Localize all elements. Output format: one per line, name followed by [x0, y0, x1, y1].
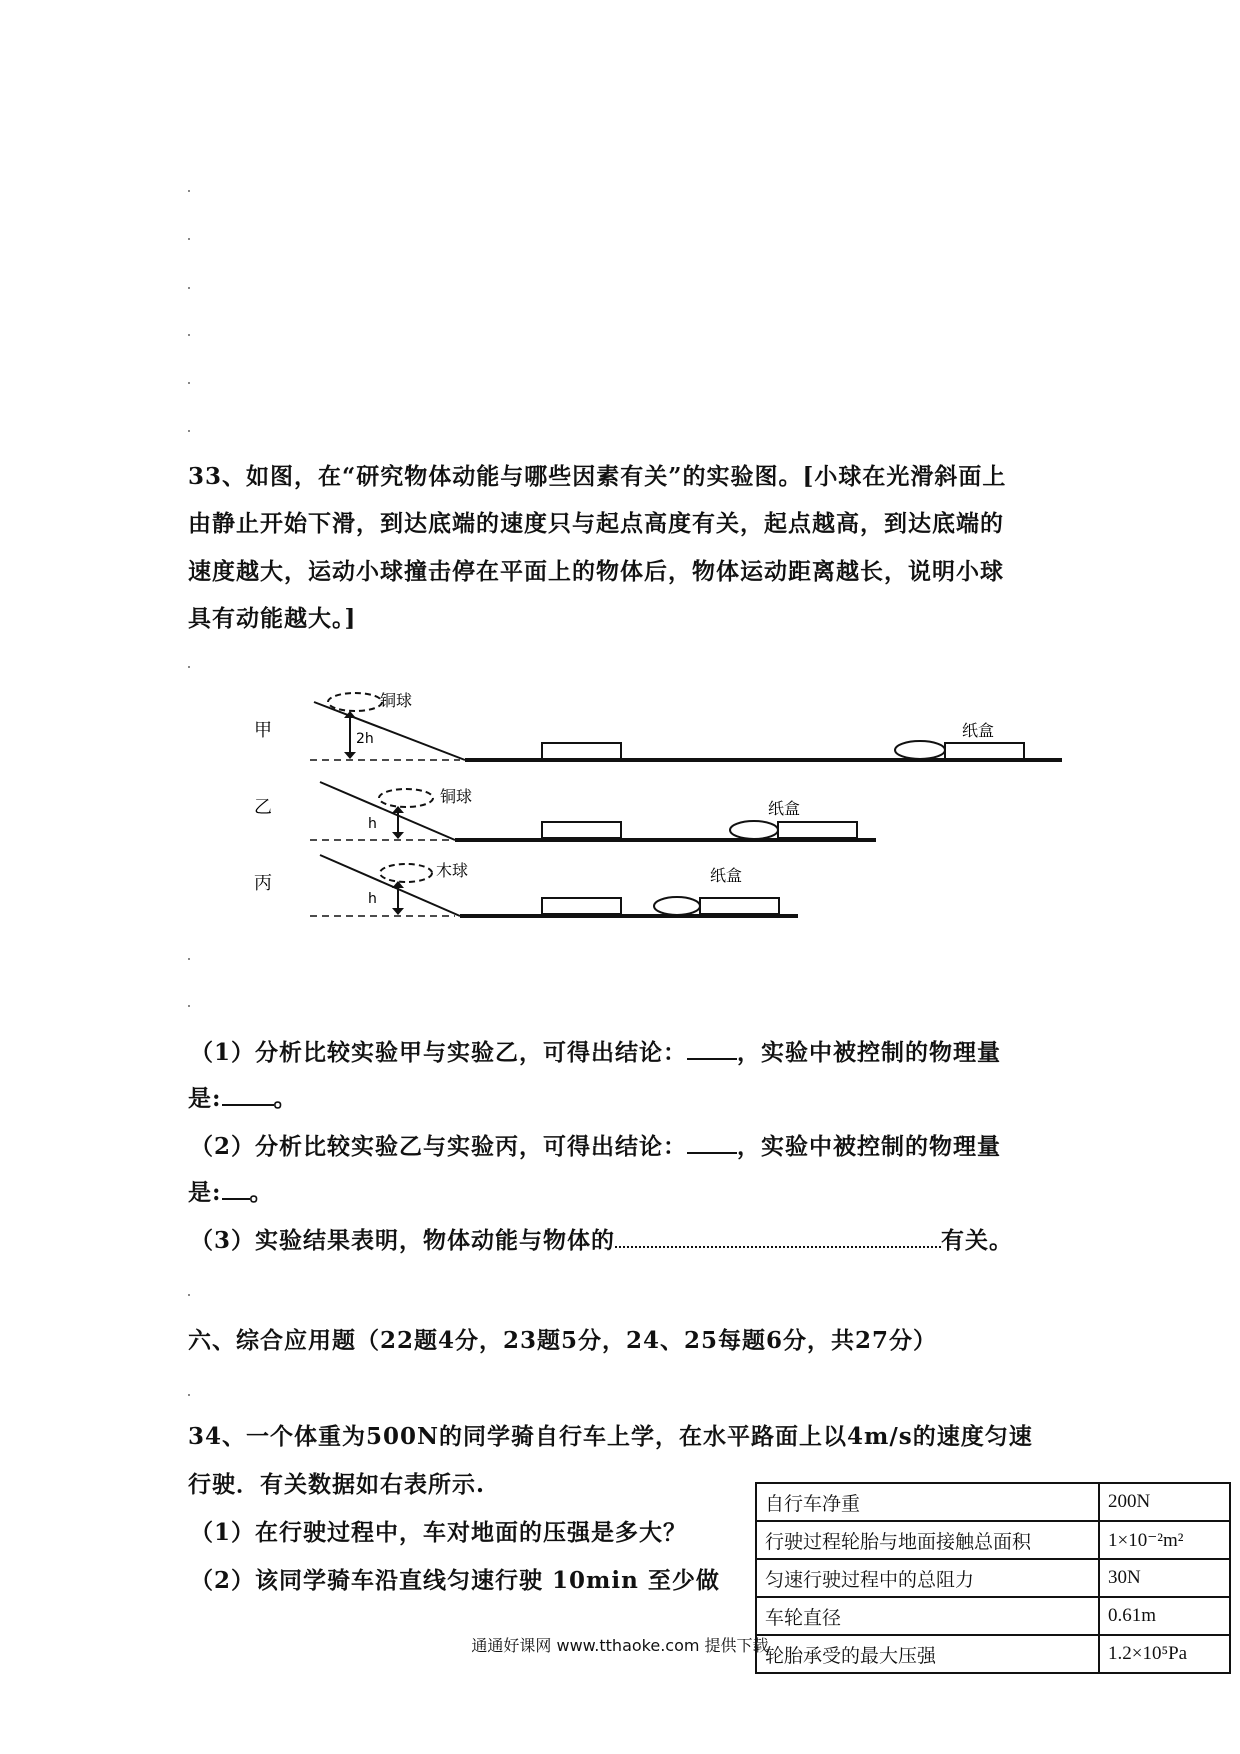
answer-blank-2b[interactable]	[222, 1178, 250, 1200]
ball-label-jia: 铜球	[380, 691, 413, 710]
copper-ball-start-yi	[379, 789, 433, 807]
q33-sub2-tail: 是:	[188, 1179, 222, 1206]
table-key: 行驶过程轮胎与地面接触总面积	[756, 1521, 1099, 1559]
q33-sub1-line-2	[188, 1080, 298, 1113]
q33-sub3-line	[190, 1222, 1013, 1255]
q33-sub2-prompt: （2）分析比较实验乙与实验丙，可得出结论：	[190, 1133, 688, 1160]
q33-sub3-prompt: （3）实验结果表明，物体动能与物体的	[190, 1227, 616, 1254]
row-label-yi: 乙	[254, 797, 272, 818]
margin-dot	[188, 1294, 190, 1296]
margin-dot	[188, 382, 190, 384]
table-key: 车轮直径	[756, 1597, 1099, 1635]
q33-sub3-tail: 有关。	[941, 1227, 1014, 1254]
wood-ball-end-bing	[654, 897, 700, 915]
height-h-yi: h	[368, 816, 377, 832]
section6-heading: 六、综合应用题（22题4分，23题5分，24、25每题6分，共27分）	[188, 1327, 938, 1354]
table-value: 200N	[1099, 1483, 1230, 1521]
period: 。	[273, 1085, 298, 1112]
table-key: 自行车净重	[756, 1483, 1099, 1521]
q33-sub1-continue: ，实验中被控制的物理量	[737, 1039, 1002, 1066]
box-end-jia	[945, 743, 1024, 759]
table-key: 匀速行驶过程中的总阻力	[756, 1559, 1099, 1597]
experiment-diagram	[240, 680, 1080, 940]
table-key: 轮胎承受的最大压强	[756, 1635, 1099, 1673]
slope-jia	[314, 702, 465, 760]
table-value: 0.61m	[1099, 1597, 1230, 1635]
table-row	[756, 1483, 1230, 1521]
box-start-yi	[542, 822, 621, 838]
box-label-jia: 纸盒	[962, 721, 995, 740]
margin-dot	[188, 1005, 190, 1007]
q33-line-1: 33、如图，在“研究物体动能与哪些因素有关”的实验图。[小球在光滑斜面上	[188, 463, 1007, 490]
q33-sub2-continue: ，实验中被控制的物理量	[737, 1133, 1002, 1160]
height-2h: 2h	[356, 731, 374, 747]
margin-dot	[188, 1394, 190, 1396]
box-start-jia	[542, 743, 621, 759]
answer-blank-1a[interactable]	[687, 1038, 737, 1060]
q33-sub1-line	[190, 1034, 1001, 1067]
margin-dot	[188, 334, 190, 336]
q33-sub2-line-2	[188, 1174, 274, 1207]
wood-ball-start-bing	[380, 864, 432, 882]
copper-ball-end-yi	[730, 821, 778, 839]
copper-ball-end-jia	[895, 741, 945, 759]
height-h-bing: h	[368, 891, 377, 907]
margin-dot	[188, 666, 190, 668]
ball-label-yi: 铜球	[440, 787, 473, 806]
table-row	[756, 1521, 1230, 1559]
margin-dot	[188, 287, 190, 289]
period: 。	[249, 1179, 274, 1206]
table-value: 1×10⁻²m²	[1099, 1521, 1230, 1559]
q34-sub2: （2）该同学骑车沿直线匀速行驶 10min 至少做	[190, 1567, 720, 1594]
box-end-bing	[700, 898, 779, 914]
margin-dot	[188, 430, 190, 432]
q33-line-2: 由静止开始下滑，到达底端的速度只与起点高度有关，起点越高，到达底端的	[188, 510, 1004, 537]
q34-line-2: 行驶．有关数据如右表所示.	[188, 1471, 486, 1498]
ball-label-bing: 木球	[436, 861, 469, 880]
box-start-bing	[542, 898, 621, 914]
row-label-jia: 甲	[254, 720, 272, 741]
q33-sub2-line	[190, 1128, 1001, 1161]
margin-dot	[188, 190, 190, 192]
table-value: 30N	[1099, 1559, 1230, 1597]
page-footer: 通通好课网 www.tthaoke.com 提供下载	[471, 1636, 769, 1655]
margin-dot	[188, 958, 190, 960]
box-label-yi: 纸盒	[768, 799, 801, 818]
q34-sub1: （1）在行驶过程中，车对地面的压强是多大？	[190, 1519, 688, 1546]
table-row	[756, 1559, 1230, 1597]
answer-blank-1b[interactable]	[222, 1084, 274, 1106]
row-label-bing: 丙	[254, 873, 272, 894]
q33-line-4: 具有动能越大。]	[188, 605, 357, 632]
table-row	[756, 1597, 1230, 1635]
box-end-yi	[778, 822, 857, 838]
margin-dot	[188, 238, 190, 240]
q33-sub1-tail: 是:	[188, 1085, 222, 1112]
copper-ball-start-jia	[328, 693, 382, 711]
table-value: 1.2×10⁵Pa	[1099, 1635, 1230, 1673]
q33-sub1-prompt: （1）分析比较实验甲与实验乙，可得出结论：	[190, 1039, 688, 1066]
q33-line-3: 速度越大，运动小球撞击停在平面上的物体后，物体运动距离越长，说明小球	[188, 558, 1004, 585]
box-label-bing: 纸盒	[710, 866, 743, 885]
q34-line-1: 34、一个体重为500N的同学骑自行车上学，在水平路面上以4m/s的速度匀速	[188, 1423, 1033, 1450]
answer-blank-2a[interactable]	[687, 1132, 737, 1154]
answer-blank-3[interactable]	[615, 1226, 941, 1248]
